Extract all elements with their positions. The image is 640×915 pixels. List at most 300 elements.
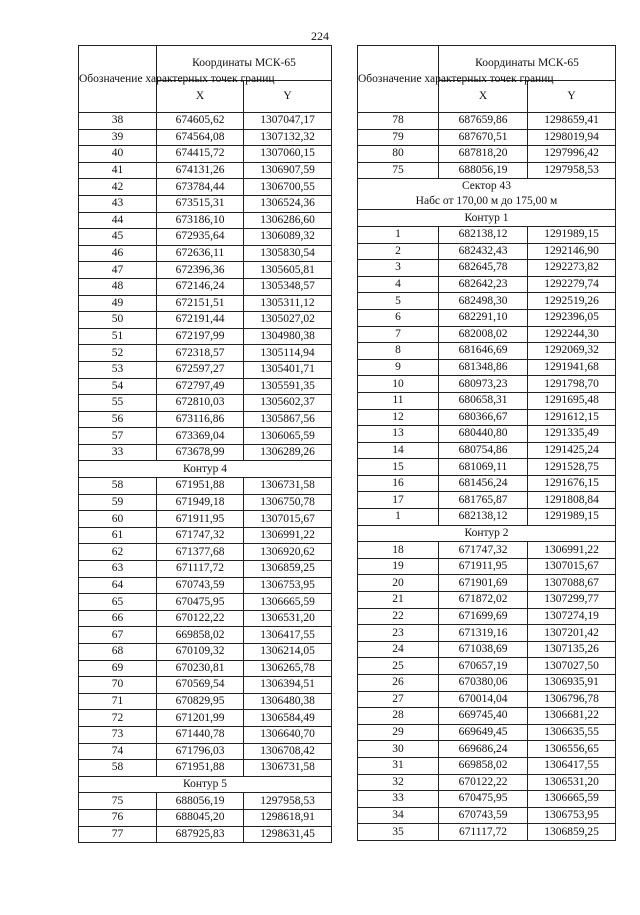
point-number: 4 — [358, 276, 439, 293]
x-coordinate: 672636,11 — [157, 245, 244, 262]
table-row — [358, 608, 616, 625]
x-coordinate: 669858,02 — [439, 757, 528, 774]
table-row — [358, 376, 616, 393]
x-coordinate: 680754,86 — [439, 442, 528, 459]
y-coordinate: 1291798,70 — [528, 376, 616, 393]
y-coordinate: 1306584,49 — [244, 710, 332, 727]
y-coordinate: 1306524,36 — [244, 195, 332, 212]
x-coordinate: 682138,12 — [439, 509, 528, 526]
point-number: 66 — [79, 610, 157, 627]
y-coordinate: 1305602,37 — [244, 395, 332, 412]
x-coordinate: 682291,10 — [439, 309, 528, 326]
point-number: 54 — [79, 378, 157, 395]
coordinates-table-right — [357, 45, 616, 841]
x-coordinate: 669858,02 — [157, 627, 244, 644]
point-number: 58 — [79, 760, 157, 777]
x-coordinate: 671747,32 — [157, 527, 244, 544]
table-row — [79, 411, 332, 428]
x-coordinate: 671951,88 — [157, 478, 244, 495]
y-coordinate: 1306635,55 — [528, 724, 616, 741]
table-row — [79, 743, 332, 760]
point-number: 27 — [358, 691, 439, 708]
point-number: 48 — [79, 278, 157, 295]
table-row — [358, 542, 616, 559]
point-number: 43 — [79, 195, 157, 212]
table-row — [358, 162, 616, 179]
x-header: X — [157, 80, 244, 112]
x-coordinate: 671699,69 — [439, 608, 528, 625]
y-coordinate: 1305311,12 — [244, 295, 332, 312]
table-row — [79, 693, 332, 710]
point-number: 6 — [358, 309, 439, 326]
point-number: 62 — [79, 544, 157, 561]
contour-label: Контур 5 — [79, 776, 332, 793]
point-number: 46 — [79, 245, 157, 262]
point-number: 33 — [79, 444, 157, 461]
table-row — [79, 594, 332, 611]
table-row — [358, 724, 616, 741]
x-coordinate: 687925,83 — [157, 826, 244, 843]
y-coordinate: 1307060,15 — [244, 146, 332, 163]
table-row — [358, 824, 616, 841]
table-row — [79, 561, 332, 578]
x-coordinate: 671117,72 — [439, 824, 528, 841]
x-coordinate: 672810,03 — [157, 395, 244, 412]
x-coordinate: 670109,32 — [157, 644, 244, 661]
table-row — [79, 577, 332, 594]
table-row — [358, 293, 616, 310]
table-row — [79, 212, 332, 229]
table-row — [79, 494, 332, 511]
point-number: 52 — [79, 345, 157, 362]
table-row — [79, 478, 332, 495]
table-row — [79, 262, 332, 279]
coordinates-header: Координаты МСК-65 — [157, 46, 332, 81]
point-number: 47 — [79, 262, 157, 279]
point-number: 75 — [358, 162, 439, 179]
y-coordinate: 1306556,65 — [528, 741, 616, 758]
table-row — [79, 544, 332, 561]
y-coordinate: 1307201,42 — [528, 625, 616, 642]
table-row — [358, 475, 616, 492]
x-coordinate: 671872,02 — [439, 592, 528, 609]
point-number: 44 — [79, 212, 157, 229]
y-coordinate: 1306214,05 — [244, 644, 332, 661]
y-coordinate: 1306681,22 — [528, 708, 616, 725]
contour-header-row — [358, 210, 616, 227]
point-number: 49 — [79, 295, 157, 312]
point-number: 15 — [358, 459, 439, 476]
x-coordinate: 671949,18 — [157, 494, 244, 511]
point-number: 5 — [358, 293, 439, 310]
point-number: 76 — [79, 809, 157, 826]
x-coordinate: 670122,22 — [157, 610, 244, 627]
y-coordinate: 1298618,91 — [244, 809, 332, 826]
x-coordinate: 674415,72 — [157, 146, 244, 163]
table-row — [79, 644, 332, 661]
y-coordinate: 1291808,84 — [528, 492, 616, 509]
point-number: 22 — [358, 608, 439, 625]
x-coordinate: 673186,10 — [157, 212, 244, 229]
contour-header-row — [79, 776, 332, 793]
contour-label: Контур 2 — [358, 525, 616, 542]
y-coordinate: 1305830,54 — [244, 245, 332, 262]
table-row — [79, 245, 332, 262]
x-coordinate: 674605,62 — [157, 113, 244, 130]
point-number: 78 — [358, 113, 439, 130]
x-coordinate: 672146,24 — [157, 278, 244, 295]
y-coordinate: 1306531,20 — [528, 774, 616, 791]
y-coordinate: 1292273,82 — [528, 260, 616, 277]
point-number: 33 — [358, 791, 439, 808]
x-coordinate: 682498,30 — [439, 293, 528, 310]
y-coordinate: 1297996,42 — [528, 146, 616, 163]
y-coordinate: 1292069,32 — [528, 343, 616, 360]
y-coordinate: 1297958,53 — [244, 793, 332, 810]
point-number: 64 — [79, 577, 157, 594]
x-coordinate: 670380,06 — [439, 675, 528, 692]
table-row — [79, 726, 332, 743]
table-row — [358, 708, 616, 725]
table-row — [79, 229, 332, 246]
x-coordinate: 680973,23 — [439, 376, 528, 393]
y-coordinate: 1291989,15 — [528, 509, 616, 526]
x-coordinate: 670230,81 — [157, 660, 244, 677]
x-coordinate: 673784,44 — [157, 179, 244, 196]
x-coordinate: 671911,95 — [439, 558, 528, 575]
table-row — [79, 378, 332, 395]
x-coordinate: 671377,68 — [157, 544, 244, 561]
x-header: X — [439, 80, 528, 112]
x-coordinate: 671319,16 — [439, 625, 528, 642]
table-row — [358, 459, 616, 476]
point-number: 31 — [358, 757, 439, 774]
y-coordinate: 1298659,41 — [528, 113, 616, 130]
point-number: 39 — [79, 129, 157, 146]
point-number: 24 — [358, 641, 439, 658]
table-row — [358, 774, 616, 791]
point-number: 57 — [79, 428, 157, 445]
table-row — [79, 527, 332, 544]
y-coordinate: 1305605,81 — [244, 262, 332, 279]
x-coordinate: 682432,43 — [439, 243, 528, 260]
sector-header-row — [358, 179, 616, 210]
y-coordinate: 1291941,68 — [528, 359, 616, 376]
x-coordinate: 670569,54 — [157, 677, 244, 694]
table-row — [79, 793, 332, 810]
point-number: 32 — [358, 774, 439, 791]
x-coordinate: 681348,86 — [439, 359, 528, 376]
point-number: 80 — [358, 146, 439, 163]
x-coordinate: 670743,59 — [439, 807, 528, 824]
point-number: 67 — [79, 627, 157, 644]
point-number: 63 — [79, 561, 157, 578]
y-coordinate: 1307027,50 — [528, 658, 616, 675]
x-coordinate: 671201,99 — [157, 710, 244, 727]
table-row — [358, 625, 616, 642]
point-number: 61 — [79, 527, 157, 544]
y-coordinate: 1306731,58 — [244, 760, 332, 777]
y-coordinate: 1291989,15 — [528, 226, 616, 243]
table-row — [358, 691, 616, 708]
y-coordinate: 1305867,56 — [244, 411, 332, 428]
table-row — [358, 243, 616, 260]
point-number: 75 — [79, 793, 157, 810]
point-number: 65 — [79, 594, 157, 611]
table-row — [79, 328, 332, 345]
y-coordinate: 1305114,94 — [244, 345, 332, 362]
contour-label: Контур 4 — [79, 461, 332, 478]
table-row — [79, 511, 332, 528]
y-coordinate: 1291695,48 — [528, 392, 616, 409]
x-coordinate: 671901,69 — [439, 575, 528, 592]
table-row — [358, 442, 616, 459]
designation-header: Обозначение характерных точек границ — [79, 46, 157, 113]
table-row — [79, 146, 332, 163]
y-coordinate: 1292396,05 — [528, 309, 616, 326]
table-row — [358, 359, 616, 376]
table-row — [358, 129, 616, 146]
x-coordinate: 673515,31 — [157, 195, 244, 212]
table-row — [79, 610, 332, 627]
x-coordinate: 680440,80 — [439, 426, 528, 443]
x-coordinate: 672396,36 — [157, 262, 244, 279]
table-row — [79, 278, 332, 295]
y-coordinate: 1306531,20 — [244, 610, 332, 627]
y-coordinate: 1291612,15 — [528, 409, 616, 426]
y-coordinate: 1306480,38 — [244, 693, 332, 710]
table-row — [79, 428, 332, 445]
table-row — [358, 276, 616, 293]
point-number: 79 — [358, 129, 439, 146]
x-coordinate: 688056,19 — [157, 793, 244, 810]
y-coordinate: 1307132,32 — [244, 129, 332, 146]
x-coordinate: 670014,04 — [439, 691, 528, 708]
x-coordinate: 670475,95 — [439, 791, 528, 808]
x-coordinate: 671038,69 — [439, 641, 528, 658]
point-number: 58 — [79, 478, 157, 495]
x-coordinate: 670743,59 — [157, 577, 244, 594]
y-coordinate: 1305401,71 — [244, 361, 332, 378]
point-number: 30 — [358, 741, 439, 758]
x-coordinate: 672935,64 — [157, 229, 244, 246]
table-row — [358, 426, 616, 443]
x-coordinate: 670122,22 — [439, 774, 528, 791]
table-row — [79, 345, 332, 362]
table-row — [79, 627, 332, 644]
y-coordinate: 1291528,75 — [528, 459, 616, 476]
x-coordinate: 680366,67 — [439, 409, 528, 426]
y-coordinate: 1291425,24 — [528, 442, 616, 459]
y-coordinate: 1298019,94 — [528, 129, 616, 146]
point-number: 42 — [79, 179, 157, 196]
y-coordinate: 1307015,67 — [244, 511, 332, 528]
point-number: 68 — [79, 644, 157, 661]
contour-label: Контур 1 — [358, 210, 616, 227]
y-coordinate: 1292244,30 — [528, 326, 616, 343]
x-coordinate: 687670,51 — [439, 129, 528, 146]
table-row — [79, 444, 332, 461]
point-number: 21 — [358, 592, 439, 609]
point-number: 20 — [358, 575, 439, 592]
y-coordinate: 1305591,35 — [244, 378, 332, 395]
point-number: 40 — [79, 146, 157, 163]
y-coordinate: 1307047,17 — [244, 113, 332, 130]
x-coordinate: 671117,72 — [157, 561, 244, 578]
x-coordinate: 671911,95 — [157, 511, 244, 528]
y-coordinate: 1306907,59 — [244, 162, 332, 179]
table-row — [79, 677, 332, 694]
table-row — [79, 129, 332, 146]
x-coordinate: 673369,04 — [157, 428, 244, 445]
point-number: 18 — [358, 542, 439, 559]
table-row — [358, 592, 616, 609]
point-number: 70 — [79, 677, 157, 694]
y-coordinate: 1306991,22 — [528, 542, 616, 559]
y-coordinate: 1306859,25 — [244, 561, 332, 578]
point-number: 11 — [358, 392, 439, 409]
point-number: 1 — [358, 509, 439, 526]
x-coordinate: 687659,86 — [439, 113, 528, 130]
table-row — [358, 343, 616, 360]
y-coordinate: 1306417,55 — [528, 757, 616, 774]
y-coordinate: 1305348,57 — [244, 278, 332, 295]
point-number: 13 — [358, 426, 439, 443]
point-number: 38 — [79, 113, 157, 130]
point-number: 56 — [79, 411, 157, 428]
point-number: 71 — [79, 693, 157, 710]
point-number: 73 — [79, 726, 157, 743]
x-coordinate: 682138,12 — [439, 226, 528, 243]
x-coordinate: 672597,27 — [157, 361, 244, 378]
table-row — [358, 741, 616, 758]
x-coordinate: 687818,20 — [439, 146, 528, 163]
x-coordinate: 671440,78 — [157, 726, 244, 743]
table-row — [79, 760, 332, 777]
point-number: 10 — [358, 376, 439, 393]
point-number: 14 — [358, 442, 439, 459]
y-header: Y — [244, 80, 332, 112]
x-coordinate: 672191,44 — [157, 312, 244, 329]
y-coordinate: 1306796,78 — [528, 691, 616, 708]
x-coordinate: 681765,87 — [439, 492, 528, 509]
point-number: 19 — [358, 558, 439, 575]
y-coordinate: 1306750,78 — [244, 494, 332, 511]
point-number: 69 — [79, 660, 157, 677]
y-coordinate: 1306753,95 — [528, 807, 616, 824]
y-coordinate: 1306665,59 — [528, 791, 616, 808]
table-row — [358, 309, 616, 326]
point-number: 35 — [358, 824, 439, 841]
x-coordinate: 681646,69 — [439, 343, 528, 360]
point-number: 7 — [358, 326, 439, 343]
table-row — [358, 791, 616, 808]
x-coordinate: 672797,49 — [157, 378, 244, 395]
point-number: 8 — [358, 343, 439, 360]
table-row — [358, 392, 616, 409]
table-row — [358, 226, 616, 243]
x-coordinate: 672151,51 — [157, 295, 244, 312]
y-coordinate: 1306753,95 — [244, 577, 332, 594]
y-coordinate: 1307274,19 — [528, 608, 616, 625]
point-number: 50 — [79, 312, 157, 329]
table-row — [358, 558, 616, 575]
x-coordinate: 669745,40 — [439, 708, 528, 725]
y-coordinate: 1307015,67 — [528, 558, 616, 575]
table-row — [358, 675, 616, 692]
y-coordinate: 1306265,78 — [244, 660, 332, 677]
point-number: 23 — [358, 625, 439, 642]
designation-header: Обозначение характерных точек границ — [358, 46, 439, 113]
y-coordinate: 1306935,91 — [528, 675, 616, 692]
point-number: 29 — [358, 724, 439, 741]
point-number: 9 — [358, 359, 439, 376]
point-number: 1 — [358, 226, 439, 243]
y-coordinate: 1292146,90 — [528, 243, 616, 260]
table-row — [79, 826, 332, 843]
point-number: 2 — [358, 243, 439, 260]
sector-height-range: Набс от 170,00 м до 175,00 м — [415, 195, 558, 208]
x-coordinate: 674564,08 — [157, 129, 244, 146]
x-coordinate: 671796,03 — [157, 743, 244, 760]
x-coordinate: 673116,86 — [157, 411, 244, 428]
point-number: 55 — [79, 395, 157, 412]
y-coordinate: 1292279,74 — [528, 276, 616, 293]
point-number: 34 — [358, 807, 439, 824]
x-coordinate: 688045,20 — [157, 809, 244, 826]
y-coordinate: 1292519,26 — [528, 293, 616, 310]
table-row — [79, 809, 332, 826]
y-coordinate: 1306991,22 — [244, 527, 332, 544]
y-coordinate: 1306065,59 — [244, 428, 332, 445]
point-number: 45 — [79, 229, 157, 246]
table-row — [79, 361, 332, 378]
table-row — [79, 660, 332, 677]
x-coordinate: 682008,02 — [439, 326, 528, 343]
coordinates-table-left — [78, 45, 332, 843]
y-coordinate: 1306089,32 — [244, 229, 332, 246]
x-coordinate: 673678,99 — [157, 444, 244, 461]
sector-label — [358, 179, 616, 210]
y-coordinate: 1306731,58 — [244, 478, 332, 495]
x-coordinate: 688056,19 — [439, 162, 528, 179]
y-coordinate: 1306859,25 — [528, 824, 616, 841]
y-coordinate: 1306286,60 — [244, 212, 332, 229]
x-coordinate: 671747,32 — [439, 542, 528, 559]
table-row — [358, 146, 616, 163]
point-number: 17 — [358, 492, 439, 509]
contour-header-row — [79, 461, 332, 478]
y-coordinate: 1307088,67 — [528, 575, 616, 592]
table-row — [358, 757, 616, 774]
x-coordinate: 672197,99 — [157, 328, 244, 345]
point-number: 12 — [358, 409, 439, 426]
y-header: Y — [528, 80, 616, 112]
y-coordinate: 1298631,45 — [244, 826, 332, 843]
point-number: 28 — [358, 708, 439, 725]
table-row — [358, 807, 616, 824]
x-coordinate: 682642,23 — [439, 276, 528, 293]
point-number: 72 — [79, 710, 157, 727]
page-number: 224 — [311, 29, 329, 43]
x-coordinate: 669686,24 — [439, 741, 528, 758]
y-coordinate: 1306640,70 — [244, 726, 332, 743]
y-coordinate: 1307135,26 — [528, 641, 616, 658]
x-coordinate: 670475,95 — [157, 594, 244, 611]
x-coordinate: 674131,26 — [157, 162, 244, 179]
y-coordinate: 1306665,59 — [244, 594, 332, 611]
y-coordinate: 1304980,38 — [244, 328, 332, 345]
